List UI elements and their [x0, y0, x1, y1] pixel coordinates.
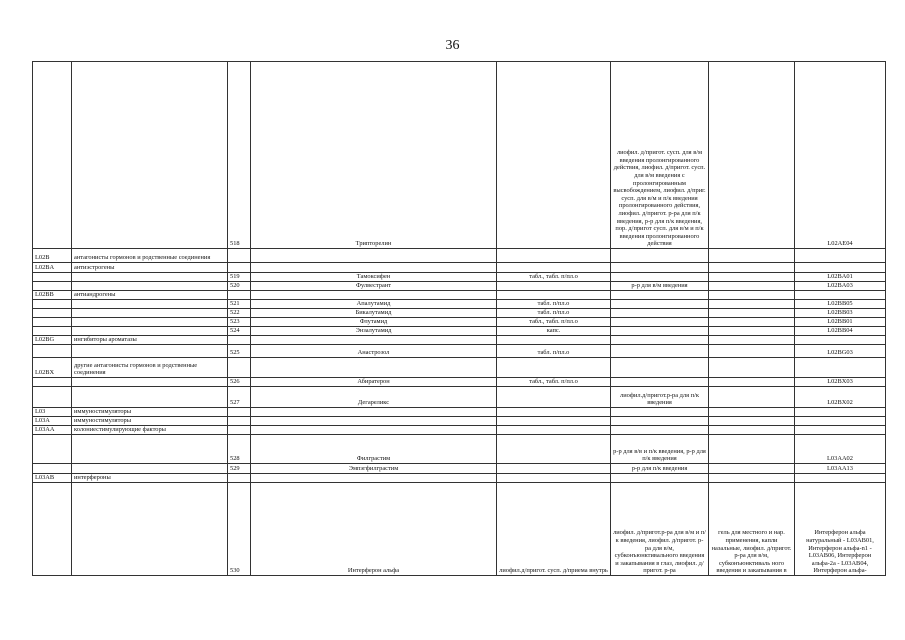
- drug-name: Энзалутамид: [251, 327, 497, 336]
- table-row: [33, 417, 886, 426]
- atc-code: [795, 417, 886, 426]
- dosage-form: [497, 263, 611, 273]
- atc-code: Интерферон альфа натуральный - L03AB01, Интерферон альфа-n1 - L03AB06, Интерферон альфа-2a - L03AB04, Интерферон альфа-: [795, 483, 886, 576]
- table-row: [33, 435, 886, 464]
- injection-form: [611, 327, 709, 336]
- row-number: [228, 417, 251, 426]
- injection-form: [611, 318, 709, 327]
- row-number: [228, 291, 251, 300]
- drug-name: Филграстим: [251, 435, 497, 464]
- atc-code: [795, 408, 886, 417]
- group-name: антагонисты гормонов и родственные соединения: [72, 249, 228, 263]
- atc-code: [795, 358, 886, 378]
- dosage-form: табл., табл. п/пл.о: [497, 378, 611, 387]
- injection-form: [611, 249, 709, 263]
- table-row: [33, 483, 886, 576]
- atc-group-code: [33, 327, 72, 336]
- other-form: [709, 273, 795, 282]
- atc-code: L03AA13: [795, 464, 886, 474]
- dosage-form: табл. п/пл.о: [497, 300, 611, 309]
- atc-code: L02BB01: [795, 318, 886, 327]
- group-name: иммуностимуляторы: [72, 408, 228, 417]
- atc-code: L02BX03: [795, 378, 886, 387]
- dosage-form: [497, 474, 611, 483]
- dosage-form: [497, 464, 611, 474]
- group-name: антиандрогены: [72, 291, 228, 300]
- other-form: [709, 309, 795, 318]
- row-number: 523: [228, 318, 251, 327]
- dosage-form: капс.: [497, 327, 611, 336]
- atc-group-code: [33, 318, 72, 327]
- other-form: [709, 263, 795, 273]
- table-row: [33, 378, 886, 387]
- drug-name: Абиратерон: [251, 378, 497, 387]
- dosage-form: табл. п/пл.о: [497, 309, 611, 318]
- atc-code: [795, 249, 886, 263]
- dosage-form: [497, 336, 611, 345]
- row-number: [228, 336, 251, 345]
- table-row: [33, 263, 886, 273]
- other-form: [709, 358, 795, 378]
- atc-group-code: L02BB: [33, 291, 72, 300]
- other-form: [709, 408, 795, 417]
- drug-table: [32, 61, 886, 576]
- group-name: ингибиторы ароматазы: [72, 336, 228, 345]
- other-form: [709, 426, 795, 435]
- group-name: [72, 273, 228, 282]
- other-form: [709, 300, 795, 309]
- injection-form: [611, 263, 709, 273]
- drug-name: [251, 408, 497, 417]
- row-number: [228, 249, 251, 263]
- dosage-form: [497, 417, 611, 426]
- atc-group-code: L02BA: [33, 263, 72, 273]
- dosage-form: [497, 282, 611, 291]
- row-number: 530: [228, 483, 251, 576]
- atc-code: L02BB04: [795, 327, 886, 336]
- group-name: [72, 464, 228, 474]
- table-row: [33, 300, 886, 309]
- row-number: 522: [228, 309, 251, 318]
- row-number: 528: [228, 435, 251, 464]
- group-name: [72, 309, 228, 318]
- drug-name: [251, 249, 497, 263]
- drug-name: Эмпэгфилграстим: [251, 464, 497, 474]
- group-name: [72, 282, 228, 291]
- other-form: [709, 387, 795, 408]
- other-form: гель для местного и нар. применения, капли назальные, лиофил. д/пригот. р-ра для в/м, субконъюнктиваль ного введения и закапывания в: [709, 483, 795, 576]
- group-name: [72, 483, 228, 576]
- group-name: [72, 378, 228, 387]
- other-form: [709, 417, 795, 426]
- atc-group-code: [33, 300, 72, 309]
- injection-form: [611, 273, 709, 282]
- drug-name: Апалутамид: [251, 300, 497, 309]
- row-number: 527: [228, 387, 251, 408]
- dosage-form: [497, 62, 611, 249]
- other-form: [709, 345, 795, 358]
- atc-group-code: [33, 378, 72, 387]
- injection-form: лиофил. д/пригот.р-ра для в/м и п/к введения, лиофил. д/пригот. р-ра для в/м, субконъюнктивального введения и закапывания в глаз, лиофил. д/пригот. р-ра: [611, 483, 709, 576]
- group-name: [72, 435, 228, 464]
- table-row: [33, 327, 886, 336]
- drug-name: Флутамид: [251, 318, 497, 327]
- drug-name: [251, 474, 497, 483]
- table-row: [33, 282, 886, 291]
- dosage-form: [497, 408, 611, 417]
- atc-group-code: [33, 309, 72, 318]
- row-number: 529: [228, 464, 251, 474]
- dosage-form: табл. п/пл.о: [497, 345, 611, 358]
- group-name: [72, 345, 228, 358]
- atc-group-code: L03AB: [33, 474, 72, 483]
- drug-name: [251, 417, 497, 426]
- atc-code: L02AE04: [795, 62, 886, 249]
- atc-code: [795, 336, 886, 345]
- dosage-form: [497, 426, 611, 435]
- row-number: 521: [228, 300, 251, 309]
- atc-group-code: [33, 464, 72, 474]
- other-form: [709, 474, 795, 483]
- drug-name: Дегареликс: [251, 387, 497, 408]
- injection-form: [611, 291, 709, 300]
- injection-form: [611, 309, 709, 318]
- injection-form: р-р для в/в и п/к введения, р-р для п/к введения: [611, 435, 709, 464]
- row-number: 525: [228, 345, 251, 358]
- group-name: антиэстрогены: [72, 263, 228, 273]
- drug-name: [251, 358, 497, 378]
- atc-group-code: L03: [33, 408, 72, 417]
- drug-name: [251, 426, 497, 435]
- group-name: интерфероны: [72, 474, 228, 483]
- row-number: 524: [228, 327, 251, 336]
- atc-code: [795, 263, 886, 273]
- table-body: [33, 62, 886, 576]
- group-name: [72, 327, 228, 336]
- drug-name: Интерферон альфа: [251, 483, 497, 576]
- table-row: [33, 387, 886, 408]
- atc-group-code: L03AA: [33, 426, 72, 435]
- atc-code: L02BB03: [795, 309, 886, 318]
- other-form: [709, 464, 795, 474]
- atc-group-code: [33, 273, 72, 282]
- injection-form: [611, 408, 709, 417]
- injection-form: [611, 336, 709, 345]
- other-form: [709, 282, 795, 291]
- row-number: [228, 358, 251, 378]
- page-number: 36: [445, 38, 460, 53]
- injection-form: [611, 417, 709, 426]
- injection-form: [611, 345, 709, 358]
- row-number: 518: [228, 62, 251, 249]
- table-row: [33, 464, 886, 474]
- atc-group-code: [33, 345, 72, 358]
- drug-name: Бикалутамид: [251, 309, 497, 318]
- drug-name: [251, 336, 497, 345]
- drug-name: [251, 263, 497, 273]
- atc-code: L02BA03: [795, 282, 886, 291]
- injection-form: [611, 358, 709, 378]
- dosage-form: [497, 249, 611, 263]
- other-form: [709, 62, 795, 249]
- group-name: [72, 62, 228, 249]
- table-row: [33, 318, 886, 327]
- table-row: [33, 62, 886, 249]
- group-name: иммуностимуляторы: [72, 417, 228, 426]
- atc-code: L03AA02: [795, 435, 886, 464]
- atc-code: [795, 291, 886, 300]
- table-row: [33, 336, 886, 345]
- group-name: [72, 318, 228, 327]
- dosage-form: [497, 387, 611, 408]
- table-row: [33, 273, 886, 282]
- injection-form: [611, 378, 709, 387]
- atc-group-code: L03A: [33, 417, 72, 426]
- dosage-form: [497, 435, 611, 464]
- group-name: [72, 300, 228, 309]
- row-number: 520: [228, 282, 251, 291]
- other-form: [709, 318, 795, 327]
- atc-group-code: L02B: [33, 249, 72, 263]
- atc-code: [795, 474, 886, 483]
- other-form: [709, 327, 795, 336]
- group-name: [72, 387, 228, 408]
- dosage-form: [497, 291, 611, 300]
- table-row: [33, 358, 886, 378]
- table-row: [33, 426, 886, 435]
- injection-form: лиофил.д/пригот.р-ра для п/к введения: [611, 387, 709, 408]
- other-form: [709, 249, 795, 263]
- injection-form: лиофил. д/пригот. сусп. для в/м введения пролонгированного действия, лиофил. д/пригот. сусп. для в/м введения с пролонгированным высвобождением, лиофил. д/приг. сусп. для в/м и п/к введения пролонгированного действия, лиофил. д/пригот. р-ра для п/к введения, р-р для п/к введения, пор. д/пригот сусп. для в/м и п/к введения пролонгированного действия: [611, 62, 709, 249]
- atc-code: [795, 426, 886, 435]
- dosage-form: табл., табл. п/пл.о: [497, 273, 611, 282]
- table-row: [33, 249, 886, 263]
- other-form: [709, 336, 795, 345]
- table-row: [33, 291, 886, 300]
- injection-form: [611, 474, 709, 483]
- table-row: [33, 345, 886, 358]
- table-row: [33, 408, 886, 417]
- injection-form: р-р для в/м введения: [611, 282, 709, 291]
- atc-code: L02BG03: [795, 345, 886, 358]
- row-number: 519: [228, 273, 251, 282]
- drug-name: [251, 291, 497, 300]
- drug-name: Трипторелин: [251, 62, 497, 249]
- injection-form: [611, 300, 709, 309]
- atc-code: L02BX02: [795, 387, 886, 408]
- row-number: [228, 426, 251, 435]
- dosage-form: лиофил.д/пригот. сусп. д/приема внутрь: [497, 483, 611, 576]
- group-name: колониестимулирующие факторы: [72, 426, 228, 435]
- group-name: другие антагонисты гормонов и родственные соединения: [72, 358, 228, 378]
- other-form: [709, 291, 795, 300]
- atc-group-code: [33, 435, 72, 464]
- atc-group-code: [33, 282, 72, 291]
- row-number: 526: [228, 378, 251, 387]
- atc-group-code: L02BG: [33, 336, 72, 345]
- drug-name: Фулвестрант: [251, 282, 497, 291]
- dosage-form: [497, 358, 611, 378]
- injection-form: [611, 426, 709, 435]
- row-number: [228, 408, 251, 417]
- row-number: [228, 474, 251, 483]
- atc-code: L02BA01: [795, 273, 886, 282]
- atc-group-code: L02BX: [33, 358, 72, 378]
- atc-group-code: [33, 62, 72, 249]
- injection-form: р-р для п/к введения: [611, 464, 709, 474]
- table-row: [33, 309, 886, 318]
- other-form: [709, 378, 795, 387]
- other-form: [709, 435, 795, 464]
- atc-group-code: [33, 387, 72, 408]
- dosage-form: табл., табл. п/пл.о: [497, 318, 611, 327]
- atc-group-code: [33, 483, 72, 576]
- atc-code: L02BB05: [795, 300, 886, 309]
- row-number: [228, 263, 251, 273]
- drug-name: Тамоксифен: [251, 273, 497, 282]
- drug-name: Анастрозол: [251, 345, 497, 358]
- table-row: [33, 474, 886, 483]
